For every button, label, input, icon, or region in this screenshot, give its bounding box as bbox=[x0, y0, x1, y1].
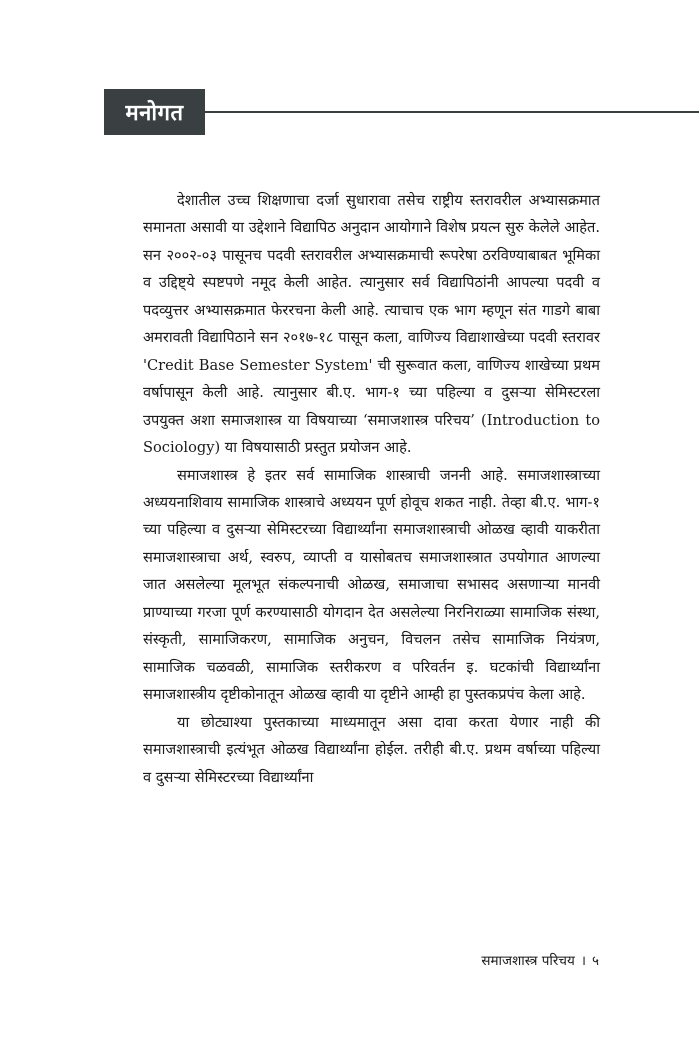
heading-rule bbox=[205, 111, 699, 113]
paragraph-3: या छोट्याश्या पुस्तकाच्या माध्यमातून असा दावा करता येणार नाही की समाजशास्त्राची इत्यंभूत ओळख विद्यार्थ्यांना होईल. तरीही बी.ए. प्रथम वर्षाच्या पहिल्या व दुसऱ्या सेमिस्टरच्या विद्यार्थ्यांना bbox=[143, 713, 600, 786]
page-footer bbox=[481, 951, 599, 969]
body-text bbox=[143, 187, 600, 791]
chapter-heading: मनोगत bbox=[104, 89, 205, 135]
paragraph-1: देशातील उच्च शिक्षणाचा दर्जा सुधारावा तसेच राष्ट्रीय स्तरावरील अभ्यासक्रमात समानता असावी या उद्देशाने विद्यापिठ अनुदान आयोगाने विशेष प्रयत्न सुरु केलेले आहेत. सन २००२-०३ पासूनच पदवी स्तरावरील अभ्यासक्रमाची रूपरेषा ठरविण्याबाबत भूमिका व उद्दिष्ट्ये स्पष्टपणे नमूद केली आहेत. त्यानुसार सर्व विद्यापिठांनी आपल्या पदवी व पदव्युत्तर अभ्यासक्रमात फेररचना केली आहे. त्याचाच एक भाग म्हणून संत गाडगे बाबा अमरावती विद्यापिठाने सन २०१७-१८ पासून कला, वाणिज्य विद्याशाखेच्या पदवी स्तरावर 'Credit Base Semester System' ची सुरूवात कला, वाणिज्य शाखेच्या प्रथम वर्षापासून केली आहे. त्यानुसार बी.ए. भाग-१ च्या पहिल्या व दुसऱ्या सेमिस्टरला उपयुक्त अशा समाजशास्त्र या विषयाच्या ‘समाजशास्त्र परिचय’ (Introduction to Sociology) या विषयासाठी प्रस्तुत प्रयोजन आहे. bbox=[143, 192, 600, 457]
paragraph-2: समाजशास्त्र हे इतर सर्व सामाजिक शास्त्राची जननी आहे. समाजशास्त्राच्या अध्ययनाशिवाय सामाजिक शास्त्राचे अध्ययन पूर्ण होवूच शकत नाही. तेव्हा बी.ए. भाग-१ च्या पहिल्या व दुसऱ्या सेमिस्टरच्या विद्यार्थ्यांना समाजशास्त्राची ओळख व्हावी याकरीता समाजशास्त्राचा अर्थ, स्वरुप, व्याप्ती व यासोबतच समाजशास्त्रात उपयोगात आणल्या जात असलेल्या मूलभूत संकल्पनाची ओळख, समाजाचा सभासद असणाऱ्या मानवी प्राण्याच्या गरजा पूर्ण करण्यासाठी योगदान देत असलेल्या निरनिराळ्या सामाजिक संस्था, संस्कृती, सामाजिकरण, सामाजिक अनुचन, विचलन तसेच सामाजिक नियंत्रण, सामाजिक चळवळी, सामाजिक स्तरीकरण व परिवर्तन इ. घटकांची विद्यार्थ्यांना समाजशास्त्रीय दृष्टीकोनातून ओळख व्हावी या दृष्टीने आम्ही हा पुस्तकप्रपंच केला आहे. bbox=[143, 466, 600, 704]
footer-separator: । bbox=[580, 953, 586, 969]
page-number: ५ bbox=[591, 953, 599, 969]
footer-book-title: समाजशास्त्र परिचय bbox=[481, 953, 575, 969]
